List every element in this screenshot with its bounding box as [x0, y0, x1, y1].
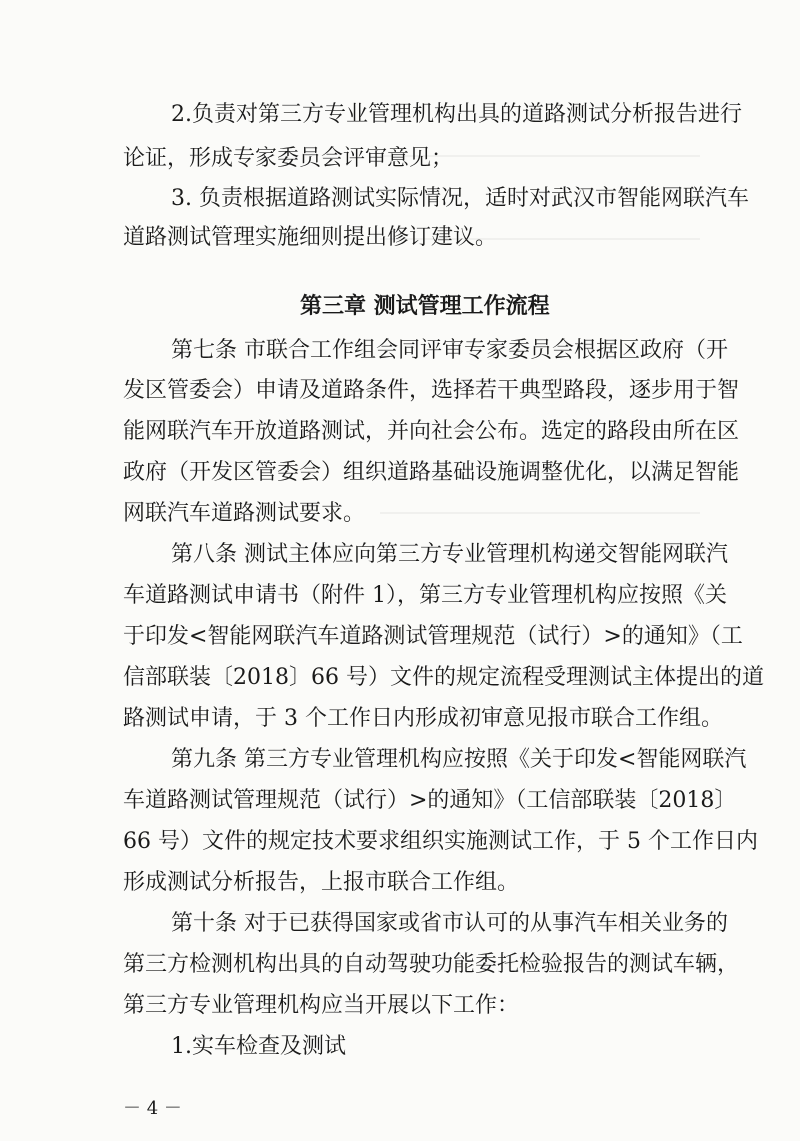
- body-line: 路测试申请，于 3 个工作日内形成初审意见报市联合工作组。: [123, 706, 723, 731]
- body-line: 于印发<智能网联汽车道路测试管理规范（试行）>的通知》（工: [123, 624, 743, 649]
- page-number: － 4 －: [123, 1098, 182, 1119]
- article-7-line: 第七条 市联合工作组会同评审专家委员会根据区政府（开: [171, 338, 728, 363]
- body-line: 政府（开发区管委会）组织道路基础设施调整优化，以满足智能: [123, 460, 740, 485]
- body-line: 1.实车检查及测试: [171, 1034, 346, 1059]
- body-line: 66 号）文件的规定技术要求组织实施测试工作，于 5 个工作日内: [123, 829, 758, 854]
- body-line: 道路测试管理实施细则提出修订建议。: [123, 225, 498, 250]
- chapter-heading: 第三章 测试管理工作流程: [300, 294, 550, 319]
- body-line: 3. 负责根据道路测试实际情况，适时对武汉市智能网联汽车: [171, 186, 749, 211]
- body-line: 网联汽车道路测试要求。: [123, 501, 366, 526]
- body-line: 信部联装〔2018〕66 号）文件的规定流程受理测试主体提出的道: [123, 665, 764, 690]
- body-line: 形成测试分析报告，上报市联合工作组。: [123, 870, 520, 895]
- article-8-line: 第八条 测试主体应向第三方专业管理机构递交智能网联汽: [171, 542, 728, 567]
- article-10-line: 第十条 对于已获得国家或省市认可的从事汽车相关业务的: [171, 911, 728, 936]
- body-line: 能网联汽车开放道路测试，并向社会公布。选定的路段由所在区: [123, 419, 740, 444]
- body-line: 2.负责对第三方专业管理机构出具的道路测试分析报告进行: [171, 102, 742, 127]
- article-9-line: 第九条 第三方专业管理机构应按照《关于印发<智能网联汽: [171, 747, 747, 772]
- body-line: 第三方专业管理机构应当开展以下工作：: [123, 993, 520, 1018]
- body-line: 车道路测试申请书（附件 1），第三方专业管理机构应按照《关: [123, 583, 727, 608]
- body-line: 发区管委会）申请及道路条件，选择若干典型路段，逐步用于智: [123, 378, 740, 403]
- body-line: 车道路测试管理规范（试行）>的通知》（工信部联装〔2018〕: [123, 788, 737, 813]
- body-line: 第三方检测机构出具的自动驾驶功能委托检验报告的测试车辆，: [123, 952, 740, 977]
- body-line: 论证，形成专家委员会评审意见；: [123, 146, 454, 171]
